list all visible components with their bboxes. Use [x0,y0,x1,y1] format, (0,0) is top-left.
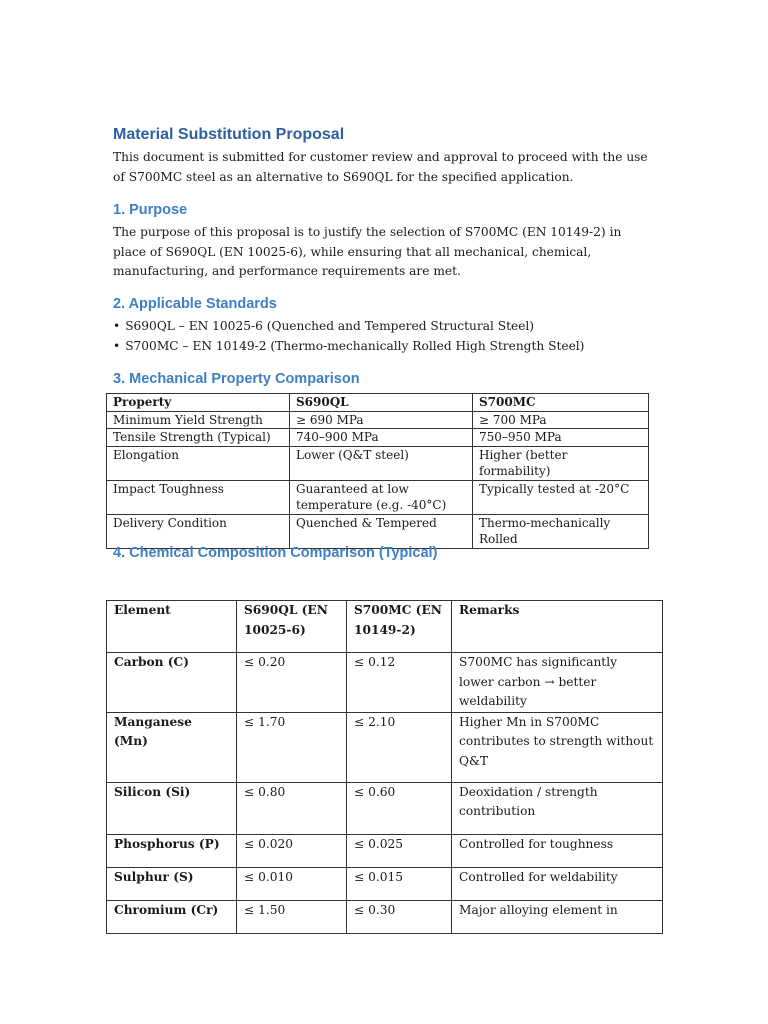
table-cell: ≥ 700 MPa [473,411,649,429]
table-cell: ≤ 0.20 [237,653,347,713]
table-header-cell: S700MC (EN 10149-2) [347,601,452,653]
standards-list [113,316,584,356]
table-row [107,514,649,548]
table-cell: ≤ 0.60 [347,782,452,834]
table-row [107,900,663,933]
table-cell: Quenched & Tempered [290,514,473,548]
table-cell: ≤ 0.12 [347,653,452,713]
mechanical-property-table [106,393,649,549]
table-cell: Major alloying element in [452,900,663,933]
table-cell: ≤ 0.80 [237,782,347,834]
table-cell: ≤ 1.70 [237,712,347,782]
standards-heading: 2. Applicable Standards [113,296,277,312]
table-cell: Controlled for weldability [452,867,663,900]
table-row [107,411,649,429]
table-cell: Delivery Condition [107,514,290,548]
table-cell: Typically tested at -20°C [473,480,649,514]
table-cell: Elongation [107,446,290,480]
table-cell: Controlled for toughness [452,834,663,867]
table-cell: 740–900 MPa [290,429,473,447]
table-cell: Manganese (Mn) [107,712,237,782]
table-cell: Sulphur (S) [107,867,237,900]
table-row [107,712,663,782]
table-cell: ≤ 0.010 [237,867,347,900]
table-cell: ≤ 2.10 [347,712,452,782]
table-cell: Higher (better formability) [473,446,649,480]
purpose-heading: 1. Purpose [113,202,188,218]
intro-paragraph: This document is submitted for customer review and approval to proceed with the use of S700MC steel as an alternative to S690QL for the specified application. [113,150,648,184]
table-cell: Phosphorus (P) [107,834,237,867]
table-cell: ≤ 1.50 [237,900,347,933]
table-cell: Carbon (C) [107,653,237,713]
table-row [107,867,663,900]
table-cell: Thermo-mechanically Rolled [473,514,649,548]
table-header-row [107,394,649,412]
table-cell: Silicon (Si) [107,782,237,834]
table-cell: ≥ 690 MPa [290,411,473,429]
table-row [107,834,663,867]
table-header-cell: Element [107,601,237,653]
chemical-heading: 4. Chemical Composition Comparison (Typical) [113,545,438,561]
table-cell: S700MC has significantly lower carbon → better weldability [452,653,663,713]
table-row [107,446,649,480]
mechanical-heading: 3. Mechanical Property Comparison [113,371,360,387]
table-cell: Minimum Yield Strength [107,411,290,429]
table-header-cell: S690QL (EN 10025-6) [237,601,347,653]
chemical-composition-table [106,600,663,934]
table-header-row [107,601,663,653]
standards-item: • S690QL – EN 10025-6 (Quenched and Tempered Structural Steel) [113,316,584,336]
table-cell: ≤ 0.015 [347,867,452,900]
table-header-cell: S690QL [290,394,473,412]
table-cell: ≤ 0.30 [347,900,452,933]
document-title: Material Substitution Proposal [113,126,345,143]
table-cell: 750–950 MPa [473,429,649,447]
table-cell: Guaranteed at low temperature (e.g. -40°C) [290,480,473,514]
table-row [107,480,649,514]
table-row [107,782,663,834]
table-cell: ≤ 0.025 [347,834,452,867]
table-cell: Chromium (Cr) [107,900,237,933]
standards-item: • S700MC – EN 10149-2 (Thermo-mechanically Rolled High Strength Steel) [113,336,584,356]
table-cell: ≤ 0.020 [237,834,347,867]
table-cell: Tensile Strength (Typical) [107,429,290,447]
purpose-paragraph: The purpose of this proposal is to justify the selection of S700MC (EN 10149-2) in place of S690QL (EN 10025-6), while ensuring that all mechanical, chemical, manufacturing, and performance requirements are met. [113,225,622,278]
table-header-cell: S700MC [473,394,649,412]
table-cell: Higher Mn in S700MC contributes to strength without Q&T [452,712,663,782]
table-row [107,653,663,713]
table-header-cell: Remarks [452,601,663,653]
table-row [107,429,649,447]
table-cell: Deoxidation / strength contribution [452,782,663,834]
table-cell: Impact Toughness [107,480,290,514]
table-header-cell: Property [107,394,290,412]
table-cell: Lower (Q&T steel) [290,446,473,480]
